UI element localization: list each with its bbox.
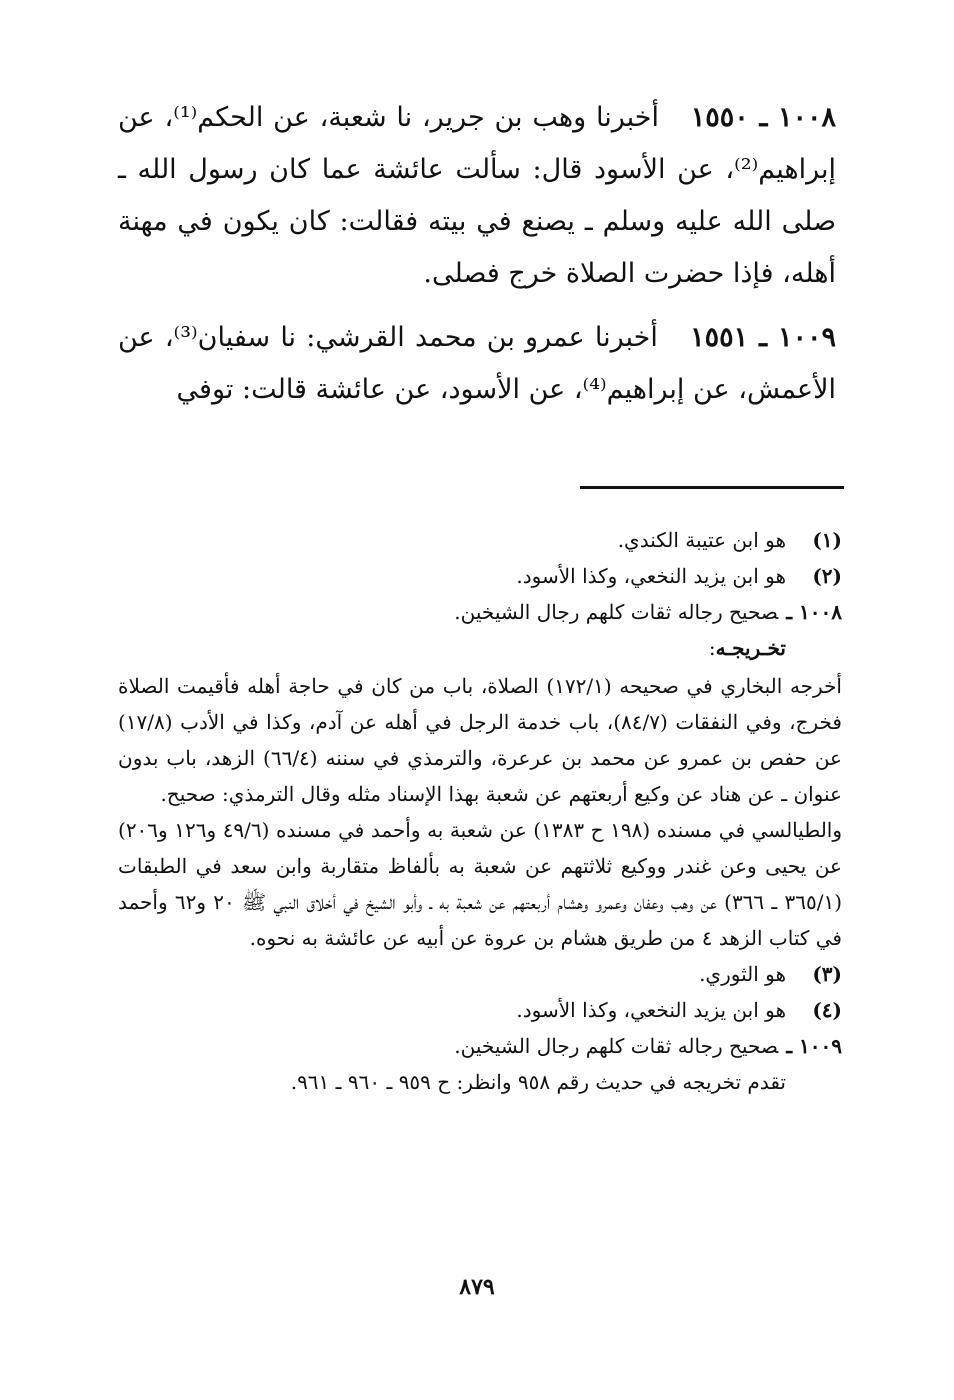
hadith-text: أخبرنا عمرو بن محمد القرشي: نا سفيان⁽³⁾، عن الأعمش، عن إبراهيم⁽⁴⁾، عن الأسود، عن عائشة قالت: توفي	[118, 322, 836, 405]
footnote-text: هو ابن عتيبة الكندي.	[617, 528, 786, 552]
takhrij-paragraph-1: أخرجه البخاري في صحيحه (١٧٢/١) الصلاة، باب من كان في حاجة أهله فأقيمت الصلاة فخرج، وفي النفقات (٨٤/٧)، باب خدمة الرجل في أهله عن آدم، وكذا في الأدب (١٧/٨) عن حفص بن عمرو عن محمد بن عرعرة، والترمذي في سننه (٦٦/٤) الزهد، باب بدون عنوان ـ عن هناد عن وكيع أربعتهم عن شعبة بهذا الإسناد مثله وقال الترمذي: صحيح.	[118, 674, 842, 806]
takhrij-paragraph-2: والطيالسي في مسنده (١٩٨ ح ١٣٨٣) عن شعبة به وأحمد في مسنده (٤٩/٦ و١٢٦ و٢٠٦) عن يحيى وعن غندر ووكيع ثلاثتهم عن شعبة به بألفاظ متقاربة وابن سعد في الطبقات (٣٦٥/١ ـ ٣٦٦) عن وهب وعفان وعمرو وهشام أربعتهم عن شعبة به ـ وأبو الشيخ في أخلاق النبي ﷺ ٢٠ و٦٢ وأحمد في كتاب الزهد ٤ من طريق هشام بن عروة عن أبيه عن عائشة به نحوه.	[118, 818, 843, 950]
takhrij-heading-text: تخـريجـه	[715, 636, 786, 660]
footnote-2	[118, 558, 842, 594]
hadith-number: ١٠٠٩ ـ ١٥٥١	[690, 322, 837, 353]
grading-text: صحيح رجاله ثقات كلهم رجال الشيخين.	[454, 600, 779, 624]
footnote-3	[118, 956, 842, 992]
footnotes	[118, 522, 842, 1100]
grading-text: صحيح رجاله ثقات كلهم رجال الشيخين.	[454, 1034, 779, 1058]
footnote-mark: (٢)	[812, 564, 842, 588]
takhrij-body	[118, 668, 842, 956]
footnote-separator	[580, 486, 844, 489]
grading-code: ١٠٠٨ ـ	[786, 600, 842, 624]
hadith-1009	[118, 312, 836, 416]
footnote-mark: (١)	[812, 528, 842, 552]
hadith-number: ١٠٠٨ ـ ١٥٥٠	[690, 102, 837, 133]
footnote-1	[118, 522, 842, 558]
page-number: ٨٧٩	[459, 1274, 495, 1300]
grading-1009	[118, 1028, 842, 1064]
grading-code: ١٠٠٩ ـ	[786, 1034, 842, 1058]
footnote-mark: (٣)	[812, 962, 842, 986]
footnote-mark: (٤)	[812, 998, 842, 1022]
footnote-text: هو الثوري.	[699, 962, 786, 986]
hadith-1008	[118, 92, 836, 300]
footnote-text: هو ابن يزيد النخعي، وكذا الأسود.	[516, 998, 786, 1022]
grading-1009-note: تقدم تخريجه في حديث رقم ٩٥٨ وانظر: ح ٩٥٩ ـ ٩٦٠ ـ ٩٦١.	[290, 1070, 786, 1094]
takhrij-heading: تخـريجـه:	[708, 636, 786, 660]
hadith-text: أخبرنا وهب بن جرير، نا شعبة، عن الحكم⁽¹⁾، عن إبراهيم⁽²⁾، عن الأسود قال: سألت عائشة عما كان رسول الله ـ صلى الله عليه وسلم ـ يصنع في بيته فقالت: كان يكون في مهنة أهله، فإذا حضرت الصلاة خرج فصلى.	[118, 102, 836, 289]
footnote-text: هو ابن يزيد النخعي، وكذا الأسود.	[516, 564, 786, 588]
footnote-4	[118, 992, 842, 1028]
grading-1008	[118, 594, 842, 630]
